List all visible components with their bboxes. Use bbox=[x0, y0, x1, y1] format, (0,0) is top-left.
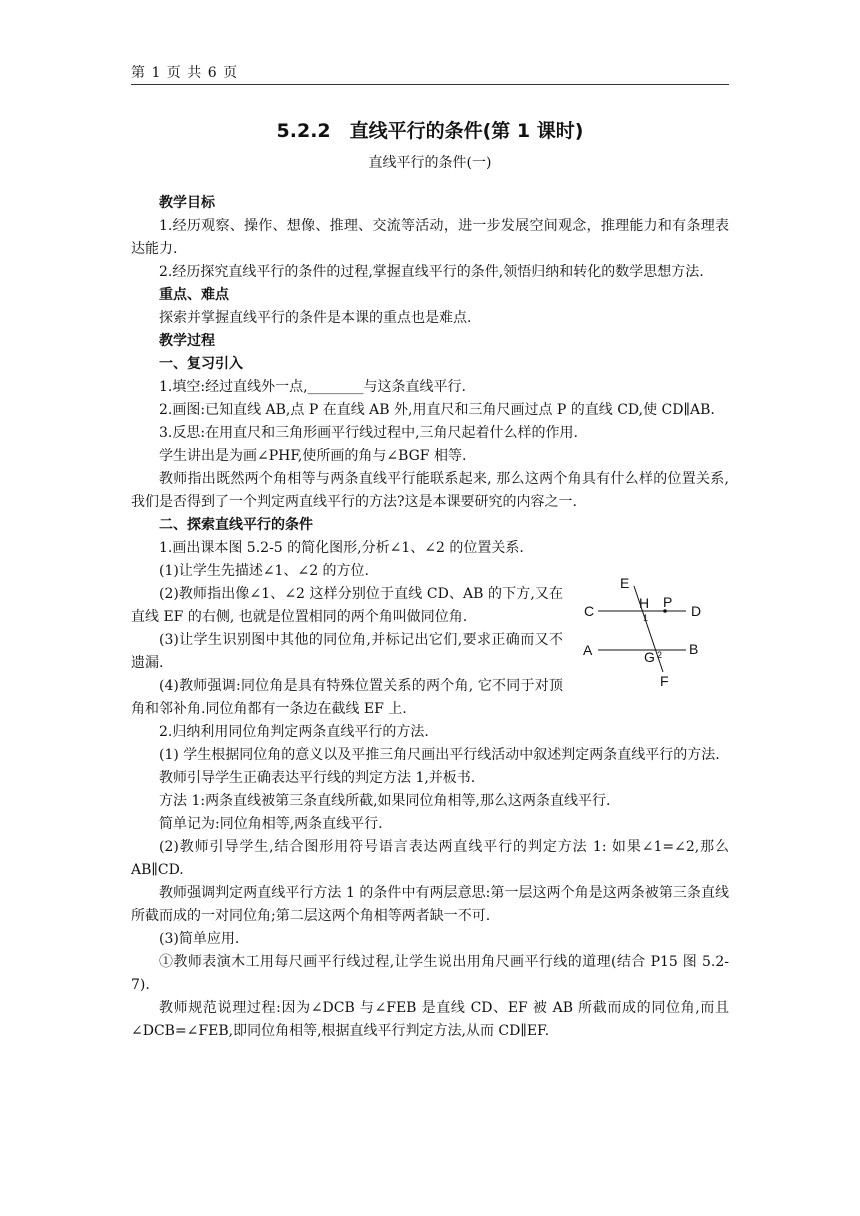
paragraph: 3.反思:在用直尺和三角形画平行线过程中,三角尺起着什么样的作用. bbox=[159, 425, 578, 441]
label-d: D bbox=[691, 603, 702, 619]
label-angle-1: 1 bbox=[643, 613, 649, 623]
section-heading: 教学过程 bbox=[159, 333, 215, 349]
paragraph: (2)教师引导学生,结合图形用符号语言表达两直线平行的判定方法 1: 如果∠1=∠2,那么 AB∥CD. bbox=[131, 839, 729, 878]
paragraph: 2.经历探究直线平行的条件的过程,掌握直线平行的条件,领悟归纳和转化的数学思想方法. bbox=[159, 264, 704, 280]
section-heading: 重点、难点 bbox=[159, 287, 229, 303]
label-h: H bbox=[639, 595, 650, 611]
section-heading: 一、复习引入 bbox=[159, 356, 243, 372]
paragraph: 教师强调判定两直线平行方法 1 的条件中有两层意思:第一层这两个角是这两条被第三条直线所截而成的一对同位角;第二层这两个角相等两者缺一不可. bbox=[131, 885, 729, 924]
parallel-lines-figure bbox=[578, 574, 713, 686]
paragraph: (4)教师强调:同位角是具有特殊位置关系的两个角, 它不同于对顶角和邻补角.同位角都有一条边在截线 EF 上. bbox=[131, 678, 563, 717]
document-title: 5.2.2 直线平行的条件(第 1 课时) bbox=[276, 120, 584, 142]
paragraph: 1.画出课本图 5.2-5 的简化图形,分析∠1、∠2 的位置关系. bbox=[159, 540, 524, 556]
paragraph: 教师指出既然两个角相等与两条直线平行能联系起来, 那么这两个角具有什么样的位置关系,我们是否得到了一个判定两直线平行的方法?这是本课要研究的内容之一. bbox=[131, 471, 729, 510]
paragraph: 2.画图:已知直线 AB,点 P 在直线 AB 外,用直尺和三角尺画过点 P 的直线 CD,使 CD∥AB. bbox=[159, 402, 715, 418]
label-a: A bbox=[583, 642, 593, 658]
paragraph: (1) 学生根据同位角的意义以及平推三角尺画出平行线活动中叙述判定两条直线平行的方法. bbox=[159, 747, 720, 763]
paragraph: 1.经历观察、操作、想像、推理、交流等活动，进一步发展空间观念，推理能力和有条理表达能力. bbox=[131, 218, 729, 257]
paragraph: 教师规范说理过程:因为∠DCB 与∠FEB 是直线 CD、EF 被 AB 所截而成的同位角,而且∠DCB=∠FEB,即同位角相等,根据直线平行判定方法,从而 CD∥EF. bbox=[131, 1000, 729, 1039]
label-e: E bbox=[620, 575, 630, 591]
paragraph: (1)让学生先描述∠1、∠2 的方位. bbox=[159, 563, 370, 579]
paragraph: 方法 1:两条直线被第三条直线所截,如果同位角相等,那么这两条直线平行. bbox=[159, 793, 611, 809]
paragraph: 2.归纳利用同位角判定两条直线平行的方法. bbox=[159, 724, 429, 740]
paragraph: (3)让学生识别图中其他的同位角,并标记出它们,要求正确而又不遗漏. bbox=[131, 632, 563, 671]
paragraph: 简单记为:同位角相等,两条直线平行. bbox=[159, 816, 383, 832]
label-angle-2: 2 bbox=[657, 650, 663, 660]
label-c: C bbox=[584, 603, 595, 619]
page-header: 第 1 页 共 6 页 bbox=[131, 65, 239, 81]
paragraph: 学生讲出是为画∠PHF,使所画的角与∠BGF 相等. bbox=[159, 448, 467, 464]
document-subtitle: 直线平行的条件(一) bbox=[368, 155, 492, 171]
section-heading: 二、探索直线平行的条件 bbox=[159, 517, 313, 533]
label-b: B bbox=[689, 641, 699, 657]
paragraph: 教师引导学生正确表达平行线的判定方法 1,并板书. bbox=[159, 770, 476, 786]
paragraph: ①教师表演木工用每尺画平行线过程,让学生说出用角尺画平行线的道理(结合 P15 图 5.2-7). bbox=[131, 954, 729, 993]
label-p: P bbox=[663, 594, 673, 610]
section-heading: 教学目标 bbox=[159, 195, 215, 211]
paragraph: 探索并掌握直线平行的条件是本课的重点也是难点. bbox=[159, 310, 472, 326]
label-g: G bbox=[644, 649, 655, 665]
paragraph: 1.填空:经过直线外一点,________与这条直线平行. bbox=[159, 379, 466, 395]
header-rule bbox=[131, 84, 729, 85]
paragraph: (2)教师指出像∠1、∠2 这样分别位于直线 CD、AB 的下方,又在直线 EF 的右侧, 也就是位置相同的两个角叫做同位角. bbox=[131, 586, 563, 625]
label-f: F bbox=[660, 673, 669, 686]
paragraph: (3)简单应用. bbox=[159, 931, 240, 947]
